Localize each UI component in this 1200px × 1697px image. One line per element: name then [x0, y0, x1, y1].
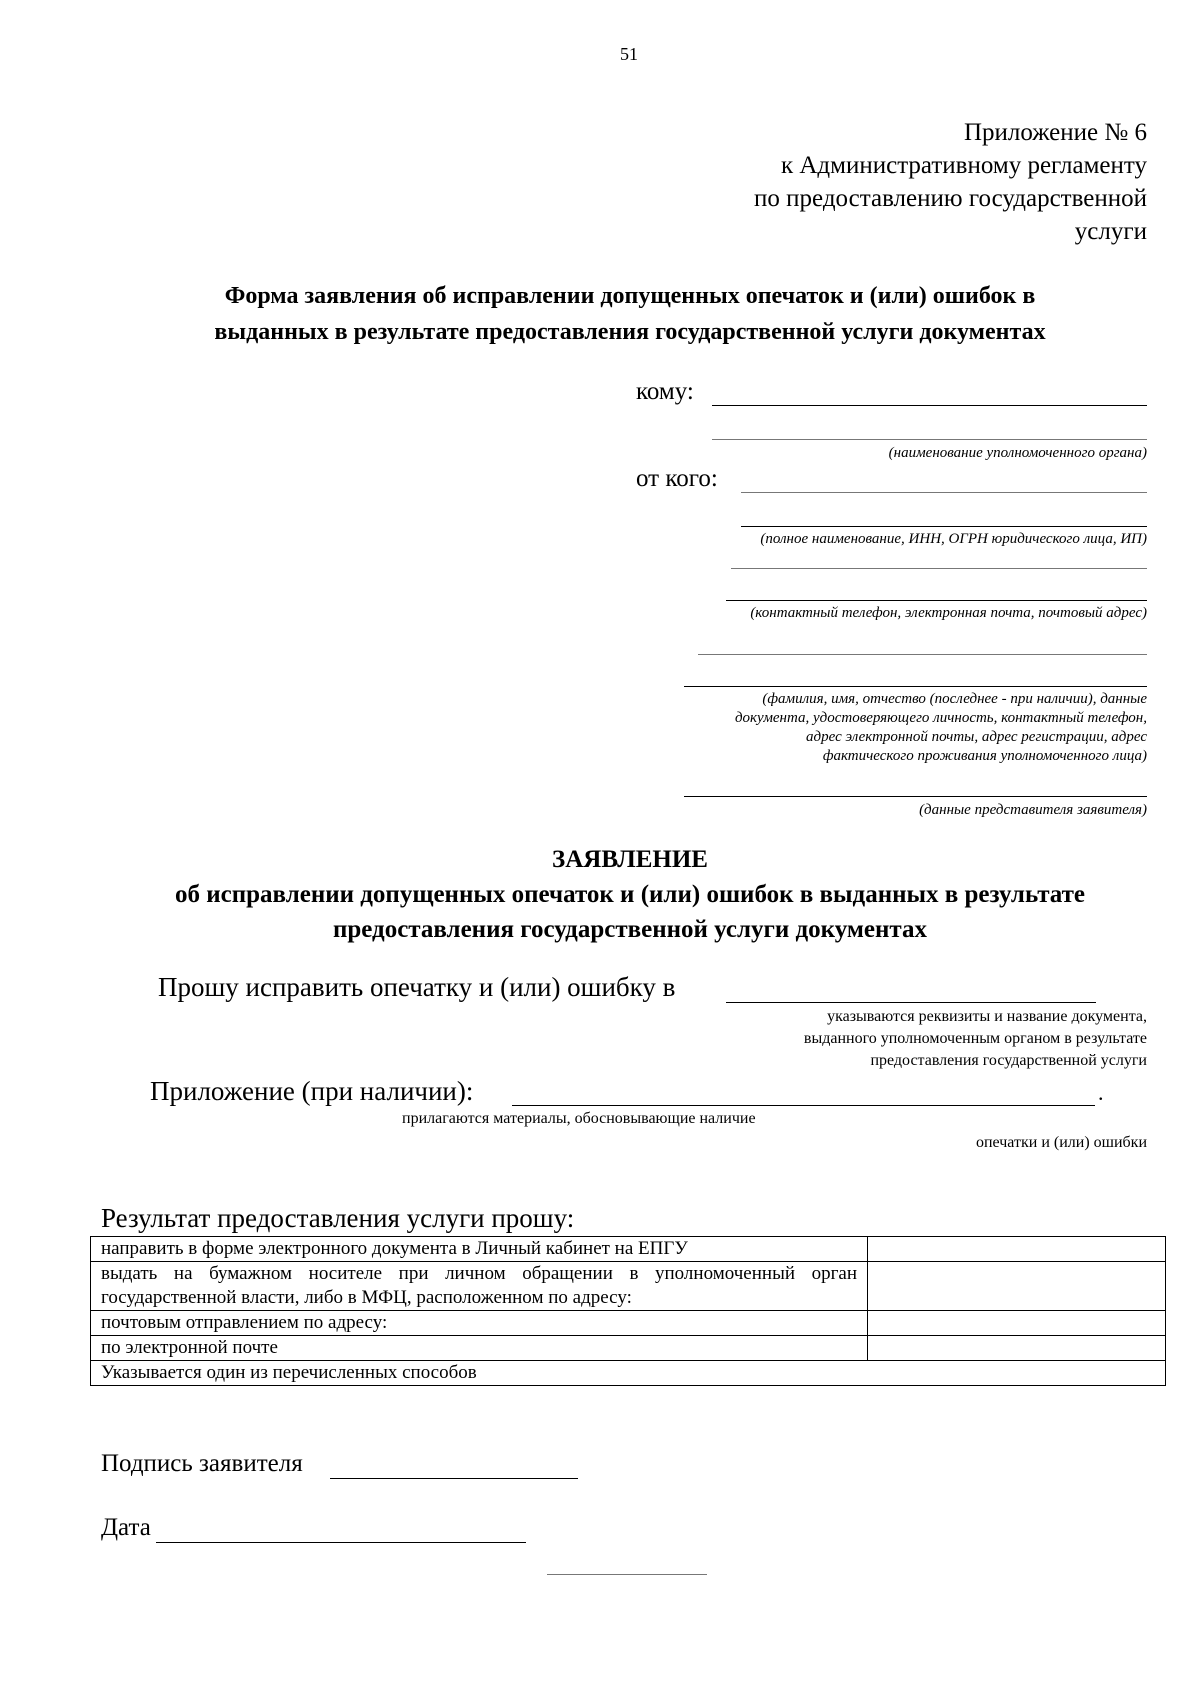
statement-heading-block [100, 842, 1160, 947]
statement-heading: ЗАЯВЛЕНИЕ [552, 846, 708, 873]
representative-field[interactable] [684, 796, 1147, 797]
appendix-line-4: услуги [1074, 218, 1147, 245]
to-field[interactable] [712, 405, 1147, 406]
person-caption-line-2: документа, удостоверяющего личность, контактный телефон, [734, 710, 1147, 726]
statement-subtitle-2: предоставления государственной услуги документах [332, 916, 928, 943]
table-row [91, 1311, 1166, 1336]
to-caption: (наименование уполномоченного органа) [888, 445, 1147, 461]
result-option-post-checkbox[interactable] [868, 1311, 1166, 1336]
from-field[interactable] [741, 492, 1147, 493]
person-field[interactable] [698, 654, 1147, 655]
appendix-line-3: по предоставлению государственной [754, 185, 1147, 212]
result-option-paper: выдать на бумажном носителе при личном обращении в уполномоченный орган государственной власти, либо в МФЦ, расположенном по адресу: [91, 1262, 868, 1311]
table-row [91, 1336, 1166, 1361]
result-option-email-checkbox[interactable] [868, 1336, 1166, 1361]
attachment-caption-2: опечатки и (или) ошибки [975, 1134, 1147, 1151]
signature-field[interactable] [330, 1478, 578, 1479]
request-caption [804, 1006, 1147, 1072]
appendix-block [754, 116, 1147, 248]
person-caption-line-1: (фамилия, имя, отчество (последнее - при наличии), данные [762, 691, 1147, 707]
table-row [91, 1262, 1166, 1311]
to-field-line-2[interactable] [712, 439, 1147, 440]
result-option-email: по электронной почте [91, 1336, 868, 1361]
from-field-line-2[interactable] [741, 526, 1147, 527]
person-field-line-2[interactable] [684, 686, 1147, 687]
attachment-period: . [1098, 1080, 1104, 1105]
request-caption-line-2: выданного уполномоченным органом в результате [803, 1030, 1147, 1047]
table-row [91, 1361, 1166, 1386]
appendix-line-1: Приложение № 6 [963, 119, 1147, 146]
table-row [91, 1237, 1166, 1262]
to-label: кому: [636, 378, 694, 405]
contact-caption: (контактный телефон, электронная почта, почтовый адрес) [750, 605, 1147, 621]
result-table [90, 1236, 1166, 1386]
statement-subtitle-1: об исправлении допущенных опечаток и (или) ошибок в выданных в результате [174, 881, 1086, 908]
date-field[interactable] [156, 1542, 526, 1543]
appendix-line-2: к Административному регламенту [780, 152, 1147, 179]
result-option-electronic-checkbox[interactable] [868, 1237, 1166, 1262]
contact-field[interactable] [731, 568, 1147, 569]
result-footer: Указывается один из перечисленных способов [91, 1361, 1166, 1386]
representative-caption: (данные представителя заявителя) [919, 802, 1147, 818]
request-caption-line-1: указываются реквизиты и название документа, [827, 1008, 1147, 1025]
from-caption: (полное наименование, ИНН, ОГРН юридического лица, ИП) [760, 531, 1147, 547]
request-label: Прошу исправить опечатку и (или) ошибку в [158, 972, 676, 1002]
contact-field-line-2[interactable] [726, 600, 1147, 601]
form-title-line-2: выданных в результате предоставления государственной услуги документах [214, 319, 1046, 345]
person-caption-line-4: фактического проживания уполномоченного лица) [822, 748, 1147, 764]
result-heading: Результат предоставления услуги прошу: [101, 1203, 575, 1233]
request-field[interactable] [726, 1002, 1096, 1003]
attachment-label: Приложение (при наличии): [150, 1076, 474, 1106]
date-label: Дата [101, 1514, 151, 1541]
attachment-field[interactable] [512, 1105, 1095, 1106]
person-caption [735, 690, 1147, 766]
end-divider [547, 1574, 707, 1575]
result-option-paper-checkbox[interactable] [868, 1262, 1166, 1311]
result-option-electronic: направить в форме электронного документа в Личный кабинет на ЕПГУ [91, 1237, 868, 1262]
from-label: от кого: [636, 465, 718, 492]
signature-label: Подпись заявителя [101, 1450, 303, 1477]
page-number: 51 [620, 44, 638, 64]
person-caption-line-3: адрес электронной почты, адрес регистрации, адрес [806, 729, 1147, 745]
request-caption-line-3: предоставления государственной услуги [870, 1052, 1147, 1069]
attachment-caption-1: прилагаются материалы, обосновывающие наличие [402, 1110, 756, 1127]
result-option-post: почтовым отправлением по адресу: [91, 1311, 868, 1336]
form-title [100, 278, 1160, 350]
form-title-line-1: Форма заявления об исправлении допущенных опечаток и (или) ошибок в [224, 283, 1036, 309]
